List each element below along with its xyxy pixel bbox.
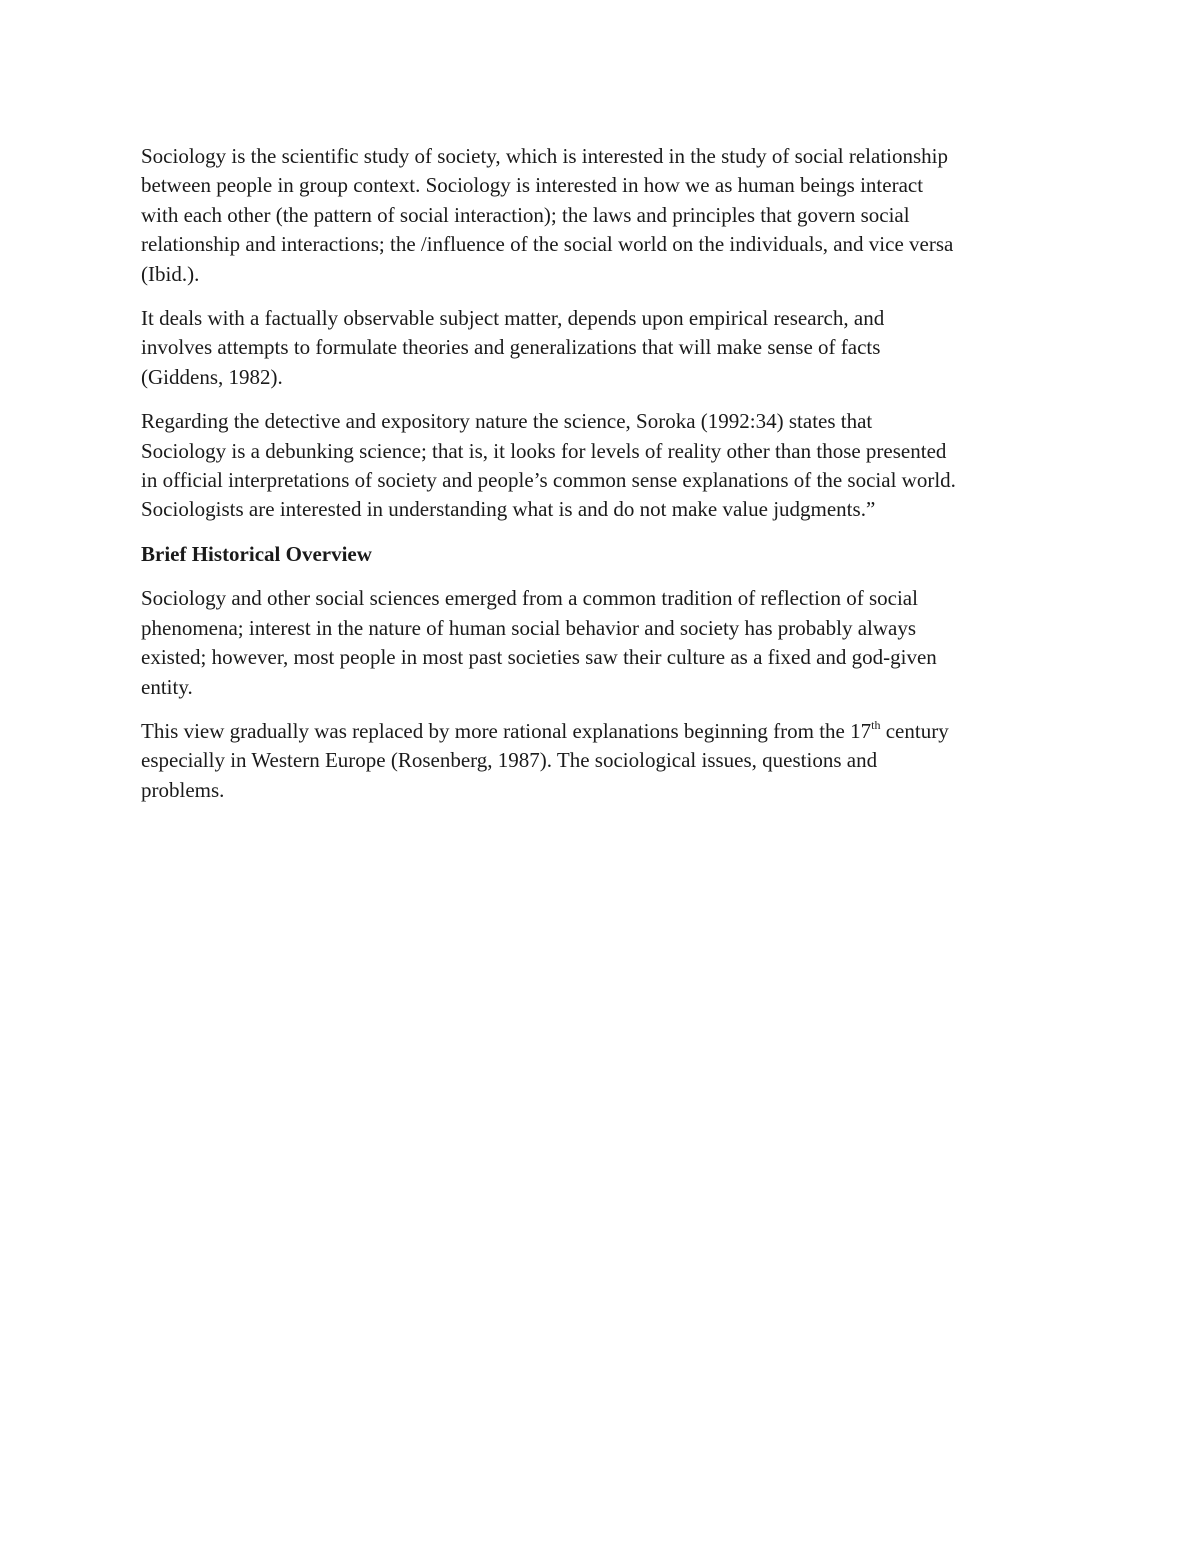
text-line: Sociologists are interested in understanding what is and do not make value judgments.” <box>141 497 876 522</box>
text-line: in official interpretations of society and people’s common sense explanations of the social world. <box>141 468 956 493</box>
text-line: problems. <box>141 777 225 802</box>
text-line: between people in group context. Sociology is interested in how we as human beings interact <box>141 173 924 198</box>
text-line: existed; however, most people in most past societies saw their culture as a fixed and god-given <box>141 645 937 670</box>
text-line: (Ibid.). <box>141 261 200 286</box>
text-line: with each other (the pattern of social interaction); the laws and principles that govern social <box>141 202 910 227</box>
text-line: Sociology is a debunking science; that is, it looks for levels of reality other than those presented <box>141 438 947 463</box>
paragraph-debunking-science <box>141 407 1066 525</box>
text-line: Sociology and other social sciences emerged from a common tradition of reflection of social <box>141 586 918 611</box>
text-line: It deals with a factually observable subject matter, depends upon empirical research, and <box>141 306 885 331</box>
text-line: Regarding the detective and expository nature the science, Soroka (1992:34) states that <box>141 409 873 434</box>
text-line: relationship and interactions; the /influence of the social world on the individuals, and vice versa <box>141 232 954 257</box>
text-line: (Giddens, 1982). <box>141 364 283 389</box>
paragraph-definition <box>141 142 1066 289</box>
text-line: phenomena; interest in the nature of human social behavior and society has probably always <box>141 615 917 640</box>
text-segment: century <box>880 718 949 743</box>
document-page <box>141 142 1066 820</box>
text-line <box>141 717 1066 746</box>
paragraph-tradition <box>141 584 1066 702</box>
text-line: especially in Western Europe (Rosenberg, 1987). The sociological issues, questions and <box>141 748 878 773</box>
paragraph-subject-matter <box>141 304 1066 392</box>
text-line: entity. <box>141 674 193 699</box>
text-line: involves attempts to formulate theories and generalizations that will make sense of facts <box>141 335 881 360</box>
text-line: Sociology is the scientific study of society, which is interested in the study of social relationship <box>141 144 948 168</box>
superscript-ordinal: th <box>871 717 881 732</box>
section-heading: Brief Historical Overview <box>141 541 372 566</box>
paragraph-rational-explanations <box>141 717 1066 805</box>
text-segment: This view gradually was replaced by more rational explanations beginning from the 17 <box>141 718 872 743</box>
